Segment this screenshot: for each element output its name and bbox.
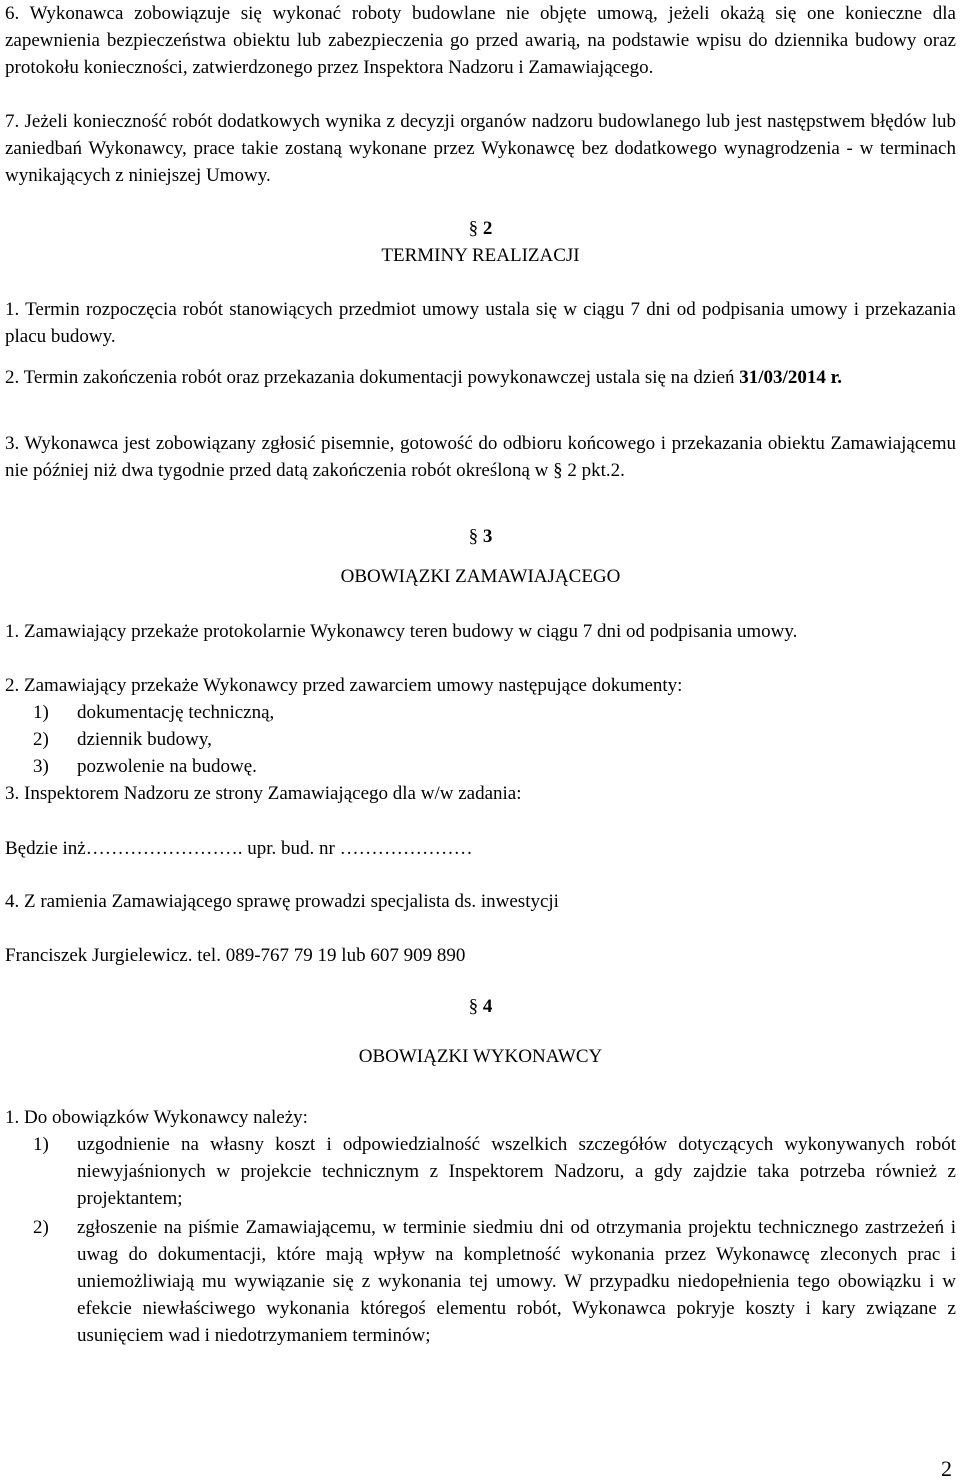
completion-date: 31/03/2014 r.: [739, 367, 843, 388]
s2-paragraph-2-text: 2. Termin zakończenia robót oraz przekazania dokumentacji powykonawczej ustala się na dzień: [5, 367, 735, 388]
section-4-title: OBOWIĄZKI WYKONAWCY: [358, 1046, 603, 1067]
inspector-line: Będzie inż……………………. upr. bud. nr …………………: [5, 838, 473, 859]
section-number: 3: [482, 526, 493, 547]
s2-paragraph-2: [5, 364, 956, 391]
s4-paragraph-1: 1. Do obowiązków Wykonawcy należy:: [5, 1107, 308, 1128]
section-3-title: OBOWIĄZKI ZAMAWIAJĄCEGO: [340, 566, 621, 587]
page-number: 2: [941, 1456, 952, 1481]
s2-paragraph-1: 1. Termin rozpoczęcia robót stanowiących przedmiot umowy ustala się w ciągu 7 dni od podpisania umowy i przekazania placu budowy.: [5, 299, 956, 347]
section-symbol: §: [468, 526, 479, 547]
section-3-heading: [5, 523, 956, 550]
section-symbol: §: [468, 218, 479, 239]
s2-paragraph-3: 3. Wykonawca jest zobowiązany zgłosić pisemnie, gotowość do odbioru końcowego i przekazania obiektu Zamawiającemu nie później niż dwa tygodnie przed datą zakończenia robót określoną w § 2 pkt.2.: [5, 433, 956, 481]
s3-paragraph-3: 3. Inspektorem Nadzoru ze strony Zamawiającego dla w/w zadania:: [5, 783, 522, 804]
section-number: 4: [482, 996, 493, 1017]
s3-paragraph-2: 2. Zamawiający przekaże Wykonawcy przed zawarciem umowy następujące dokumenty:: [5, 675, 683, 696]
paragraph-7: 7. Jeżeli konieczność robót dodatkowych wynika z decyzji organów nadzoru budowlanego lub jest następstwem błędów lub zaniedbań Wykonawcy, prace takie zostaną wykonane przez Wykonawcę bez dodatkowego wynagrodzenia - w terminach wynikających z niniejszej Umowy.: [5, 111, 956, 186]
s3-paragraph-1: 1. Zamawiający przekaże protokolarnie Wykonawcy teren budowy w ciągu 7 dni od podpisania umowy.: [5, 621, 798, 642]
section-number: 2: [482, 218, 493, 239]
section-4-heading: [5, 993, 956, 1020]
section-symbol: §: [468, 996, 479, 1017]
section-2-heading: [5, 215, 956, 242]
s3-paragraph-4: 4. Z ramienia Zamawiającego sprawę prowadzi specjalista ds. inwestycji: [5, 891, 559, 912]
contact-line: Franciszek Jurgielewicz. tel. 089-767 79 19 lub 607 909 890: [5, 945, 466, 966]
section-2-title: TERMINY REALIZACJI: [381, 245, 580, 266]
paragraph-6: 6. Wykonawca zobowiązuje się wykonać roboty budowlane nie objęte umową, jeżeli okażą się one konieczne dla zapewnienia bezpieczeństwa obiektu lub zabezpieczenia go przed awarią, na podstawie wpisu do dziennika budowy oraz protokołu konieczności, zatwierdzonego przez Inspektora Nadzoru i Zamawiającego.: [5, 3, 956, 78]
